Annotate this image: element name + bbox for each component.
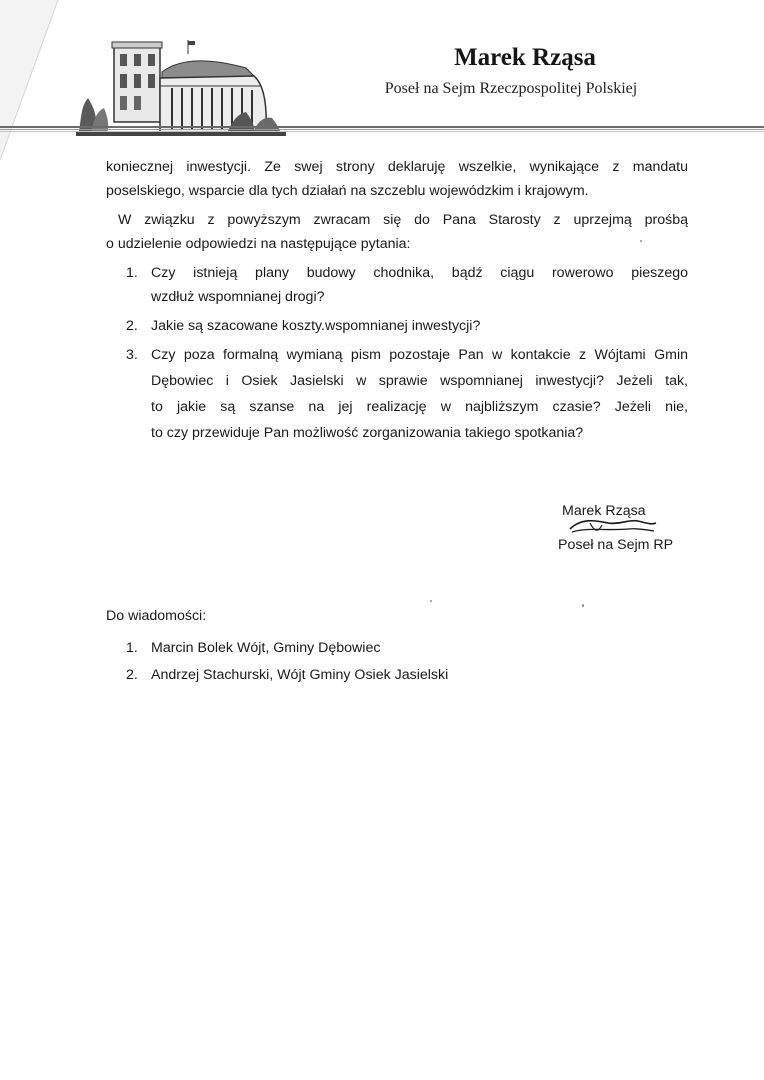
letterhead-name: Marek Rząsa (454, 44, 596, 71)
list-item-number: 3. (126, 347, 138, 363)
list-item-text: to czy przewiduje Pan możliwość zorganizowania takiego spotkania? (151, 425, 584, 441)
list-item-text: Czy poza formalną wymianą pism pozostaje Pan w kontakcie z Wójtami Gmin (151, 347, 688, 363)
letterhead-subtitle: Poseł na Sejm Rzeczpospolitej Polskiej (384, 80, 638, 97)
scan-speck (582, 604, 584, 607)
handwritten-signature (568, 511, 658, 535)
list-item-text: wzdłuż wspomnianej drogi? (151, 289, 325, 305)
list-item-text: Dębowiec i Osiek Jasielski w sprawie wspomnianej inwestycji? Jeżeli tak, (151, 373, 688, 389)
signature-name: Marek Rząsa (562, 503, 646, 519)
paragraph-line: koniecznej inwestycji. Ze swej strony deklaruję wszelkie, wynikające z mandatu (106, 159, 688, 175)
list-item-text: Marcin Bolek Wójt, Gminy Dębowiec (151, 640, 381, 656)
signature-title: Poseł na Sejm RP (558, 537, 674, 553)
scan-speck (640, 240, 642, 242)
list-item-number: 1. (126, 265, 138, 281)
list-item-number: 2. (126, 667, 138, 683)
list-item-number: 1. (126, 640, 138, 656)
paragraph-line: o udzielenie odpowiedzi na następujące pytania: (106, 236, 411, 252)
list-item-text: Andrzej Stachurski, Wójt Gminy Osiek Jasielski (151, 667, 449, 683)
list-item-text: Czy istnieją plany budowy chodnika, bądź ciągu rowerowo pieszego (151, 265, 688, 281)
list-item-number: 2. (126, 318, 138, 334)
sejm-building-logo (76, 38, 286, 138)
list-item-text: Jakie są szacowane koszty.wspomnianej inwestycji? (151, 318, 481, 334)
paragraph-line: W związku z powyższym zwracam się do Pana Starosty z uprzejmą prośbą (118, 212, 688, 228)
paragraph-line: poselskiego, wsparcie dla tych działań na szczeblu wojewódzkim i krajowym. (106, 183, 589, 199)
copies-label: Do wiadomości: (106, 608, 207, 624)
scan-speck (430, 600, 432, 602)
list-item-text: to jakie są szanse na jej realizację w najbliższym czasie? Jeżeli nie, (151, 399, 688, 415)
header-divider-rule (0, 124, 764, 134)
